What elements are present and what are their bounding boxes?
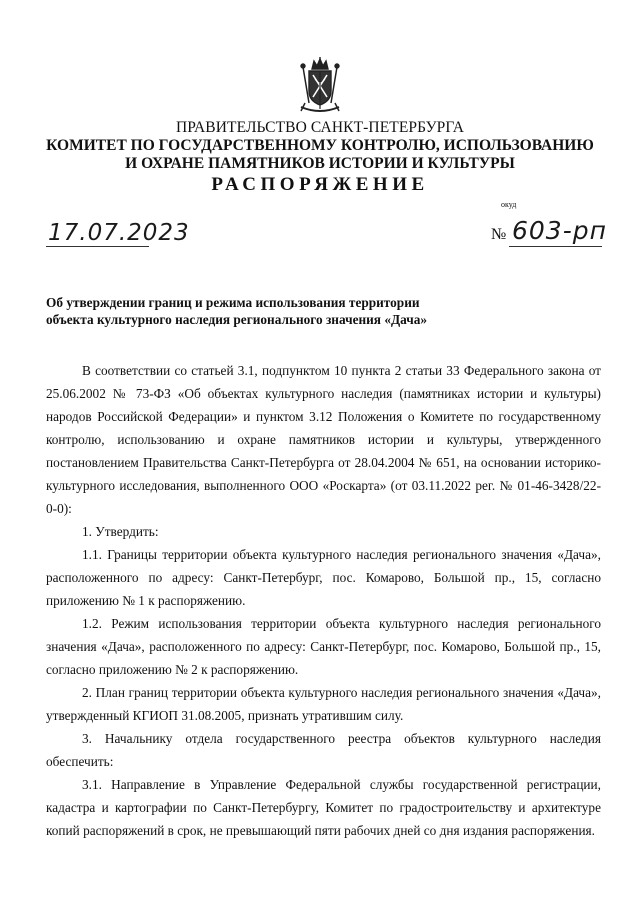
subject-line1: Об утверждении границ и режима использования территории [46, 295, 420, 310]
body-paragraph-preamble: В соответствии со статьей 3.1, подпунктом 10 пункта 2 статьи 33 Федерального закона от 25.06.2002 № 73-ФЗ «Об объектах культурного наследия (памятниках истории и культуры) народов Российской Федерации» и пунктом 3.12 Положения о Комитете по государственному контролю, использованию и охране памятников истории и культуры, утвержденного постановлением Правительства Санкт-Петербурга от 28.04.2004 № 651, на основании историко-культурного исследования, выполненного ООО «Роскарта» (от 03.11.2022 рег. № 01-46-3428/22-0-0): [46, 363, 601, 516]
body-paragraph-1: 1. Утвердить: [82, 524, 159, 539]
number-underline [509, 246, 602, 247]
body-paragraph-3-1: 3.1. Направление в Управление Федеральной службы государственной регистрации, кадастра и картографии по Санкт-Петербургу, Комитет по градостроительству и архитектуре копий распоряжений в срок, не превышающий пяти рабочих дней со дня издания распоряжения. [46, 777, 601, 838]
body-paragraph-2: 2. План границ территории объекта культурного наследия регионального значения «Дача», утвержденный КГИОП 31.08.2005, признать утратившим силу. [46, 685, 601, 723]
body-paragraph-1-1: 1.1. Границы территории объекта культурного наследия регионального значения «Дача», расположенного по адресу: Санкт-Петербург, пос. Комарово, Большой пр., 15, согласно приложению № 1 к распоряжению. [46, 547, 601, 608]
committee-title-line1: КОМИТЕТ ПО ГОСУДАРСТВЕННОМУ КОНТРОЛЮ, ИСПОЛЬЗОВАНИЮ [46, 137, 594, 154]
document-number: 603-рп [512, 216, 607, 245]
document-subject [46, 294, 427, 328]
committee-title-line2: И ОХРАНЕ ПАМЯТНИКОВ ИСТОРИИ И КУЛЬТУРЫ [125, 155, 515, 172]
okud-label: окуд [501, 200, 517, 209]
date-underline [46, 246, 149, 247]
body-paragraph-3: 3. Начальнику отдела государственного реестра объектов культурного наследия обеспечить: [46, 731, 601, 769]
coat-of-arms-icon [297, 57, 343, 115]
subject-line2: объекта культурного наследия регионального значения «Дача» [46, 312, 428, 327]
document-type: РАСПОРЯЖЕНИЕ [211, 174, 429, 195]
body-paragraph-1-2: 1.2. Режим использования территории объекта культурного наследия регионального значения «Дача», расположенного по адресу: Санкт-Петербург, пос. Комарово, Большой пр., 15, согласно приложению № 2 к распоряжению. [46, 616, 601, 677]
government-title: ПРАВИТЕЛЬСТВО САНКТ-ПЕТЕРБУРГА [175, 119, 465, 136]
document-body [46, 359, 601, 842]
document-date: 17.07.2023 [48, 220, 190, 246]
number-label: № [491, 226, 507, 243]
